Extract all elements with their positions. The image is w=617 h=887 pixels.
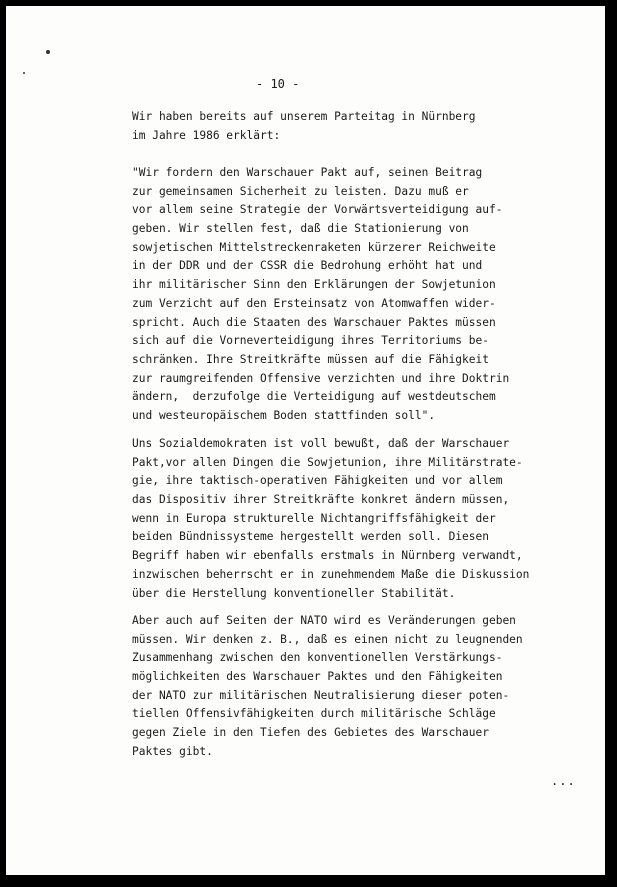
text-line: in der DDR und der CSSR die Bedrohung erhöht hat und (132, 259, 483, 273)
text-line: wenn in Europa strukturelle Nichtangriffsfähigkeit der (132, 511, 496, 525)
document-page (6, 6, 605, 875)
text-line: ihr militärischer Sinn den Erklärungen der Sowjetunion (132, 278, 496, 292)
text-line: zum Verzicht auf den Ersteinsatz von Atomwaffen wider- (132, 296, 496, 310)
text-line: sowjetischen Mittelstreckenraketen kürzerer Reichweite (132, 240, 496, 254)
continuation-mark: ... (551, 774, 576, 788)
text-line: gegen Ziele in den Tiefen des Gebietes des Warschauer (132, 726, 489, 740)
text-line: Uns Sozialdemokraten ist voll bewußt, daß der Warschauer (132, 437, 510, 450)
text-line: Pakt,vor allen Dingen die Sowjetunion, ihre Militärstrate- (132, 455, 523, 469)
text-line: gie, ihre taktisch-operativen Fähigkeiten und vor allem (132, 474, 503, 488)
text-line: "Wir fordern den Warschauer Pakt auf, seinen Beitrag (132, 166, 483, 179)
text-line: der NATO zur militärischen Neutralisierung dieser poten- (132, 688, 510, 702)
text-line: ändern, derzufolge die Verteidigung auf westdeutschem (132, 390, 496, 404)
text-line: schränken. Ihre Streitkräfte müssen auf die Fähigkeit (132, 352, 489, 366)
text-line: Begriff haben wir ebenfalls erstmals in Nürnberg verwandt, (132, 549, 523, 563)
text-line: möglichkeiten des Warschauer Paktes und den Fähigkeiten (132, 670, 503, 684)
third-paragraph (132, 612, 572, 762)
text-line: beiden Bündnissysteme hergestellt werden soll. Diesen (132, 530, 489, 544)
scan-speck (46, 50, 50, 54)
text-line: das Dispositiv ihrer Streitkräfte konkret ändern müssen, (132, 493, 510, 507)
text-line: vor allem seine Strategie der Vorwärtsverteidigung auf- (132, 203, 503, 217)
text-line: tiellen Offensivfähigkeiten durch militärische Schläge (132, 707, 496, 721)
text-line: inzwischen beherrscht er in zunehmendem Maße die Diskussion (132, 567, 530, 581)
quote-paragraph (132, 164, 572, 426)
text-line: Wir haben bereits auf unserem Parteitag in Nürnberg (132, 110, 476, 123)
text-line: und westeuropäischem Boden stattfinden soll". (132, 408, 436, 422)
text-line: zur gemeinsamen Sicherheit zu leisten. Dazu muß er (132, 184, 469, 198)
text-line: im Jahre 1986 erklärt: (132, 128, 281, 142)
second-paragraph (132, 435, 572, 603)
scan-speck (23, 72, 25, 74)
text-line: Zusammenhang zwischen den konventionellen Verstärkungs- (132, 651, 503, 665)
intro-paragraph (132, 108, 572, 145)
page-number: - 10 - (256, 77, 300, 91)
text-line: geben. Wir stellen fest, daß die Stationierung von (132, 222, 469, 236)
text-line: Aber auch auf Seiten der NATO wird es Veränderungen geben (132, 614, 516, 627)
text-line: müssen. Wir denken z. B., daß es einen nicht zu leugnenden (132, 632, 523, 646)
text-line: Paktes gibt. (132, 744, 213, 758)
text-line: zur raumgreifenden Offensive verzichten und ihre Doktrin (132, 371, 510, 385)
text-line: über die Herstellung konventioneller Stabilität. (132, 586, 456, 600)
text-line: spricht. Auch die Staaten des Warschauer Paktes müssen (132, 315, 496, 329)
text-line: sich auf die Vorneverteidigung ihres Territoriums be- (132, 334, 489, 348)
